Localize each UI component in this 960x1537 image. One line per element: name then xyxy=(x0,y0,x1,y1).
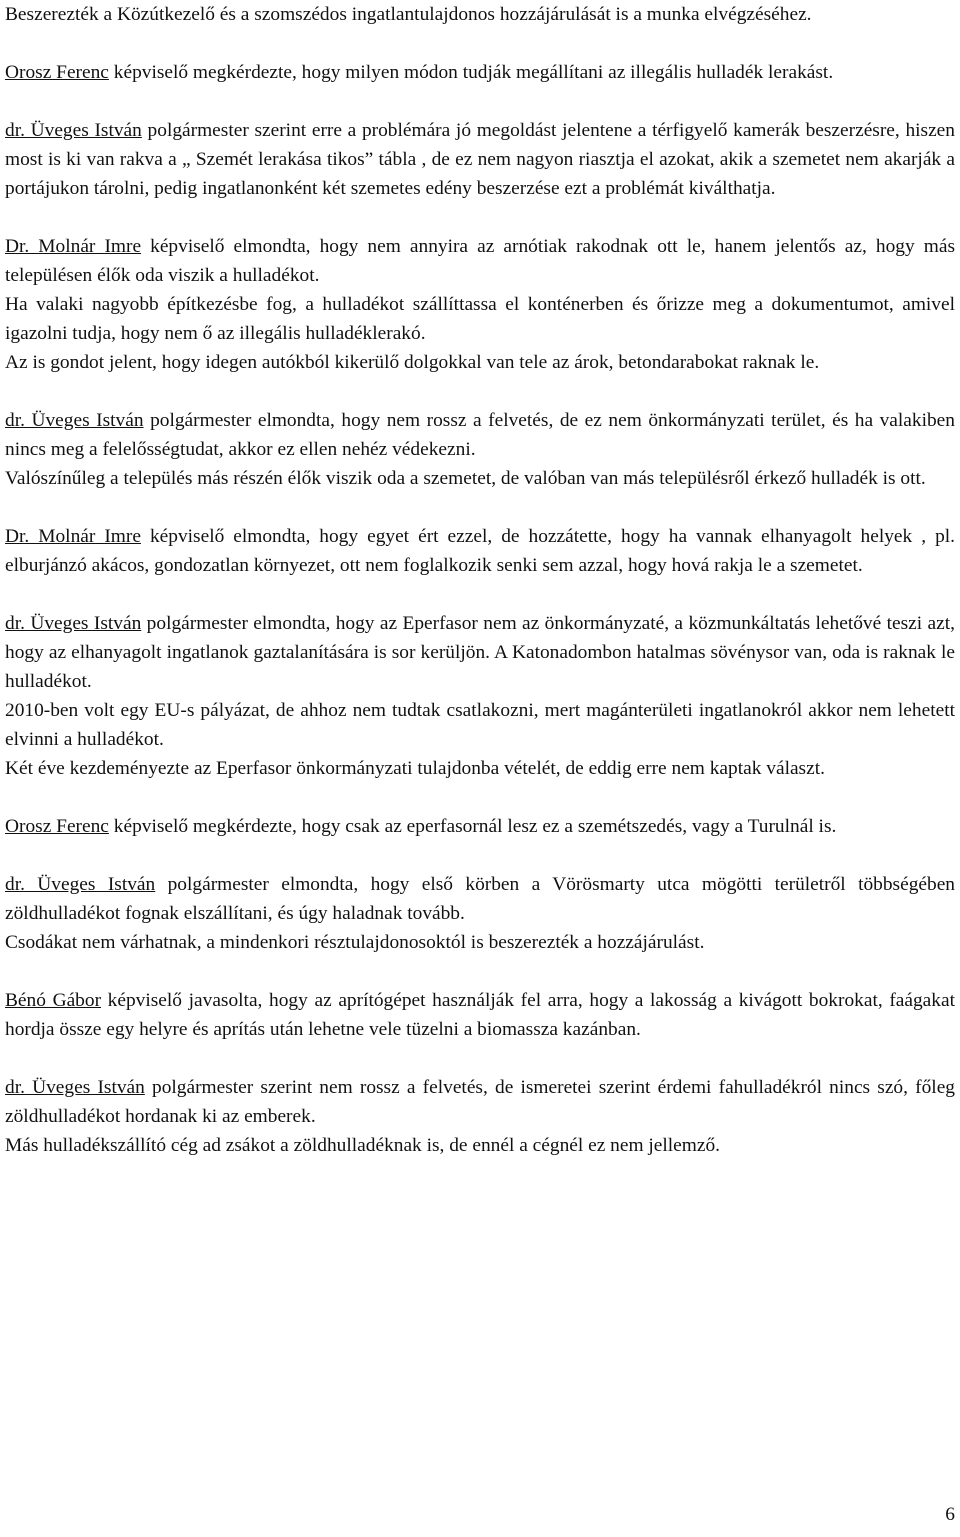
paragraph-text: Más hulladékszállító cég ad zsákot a zöldhulladéknak is, de ennél a cégnél ez nem jellemző. xyxy=(5,1135,721,1156)
paragraph xyxy=(5,1073,955,1131)
paragraph xyxy=(5,812,955,841)
speaker-name: Bénó Gábor xyxy=(5,990,102,1011)
paragraph-text: polgármester szerint nem rossz a felvetés, de ismeretei szerint érdemi fahulladékról nincs szó, főleg zöldhulladékot hordanak ki az emberek. xyxy=(5,1077,955,1127)
paragraph xyxy=(5,406,955,464)
paragraph-text: képviselő javasolta, hogy az aprítógépet használják fel arra, hogy a lakosság a kivágott bokrokat, faágakat hordja össze egy helyre és aprítás után lehetne vele tüzelni a biomassza kazánban. xyxy=(5,990,955,1040)
speaker-name: dr. Üveges István xyxy=(5,120,142,141)
speaker-name: dr. Üveges István xyxy=(5,874,156,895)
paragraph xyxy=(5,116,955,203)
speaker-name: Orosz Ferenc xyxy=(5,816,109,837)
paragraph xyxy=(5,232,955,290)
paragraph xyxy=(5,522,955,580)
paragraph-text: Két éve kezdeményezte az Eperfasor önkormányzati tulajdonba vételét, de eddig erre nem kaptak választ. xyxy=(5,758,825,779)
speaker-name: dr. Üveges István xyxy=(5,410,144,431)
speaker-name: Dr. Molnár Imre xyxy=(5,526,141,547)
paragraph-text: 2010-ben volt egy EU-s pályázat, de ahhoz nem tudtak csatlakozni, mert magánterületi ingatlanokról akkor nem lehetett elvinni a hulladékot. xyxy=(5,700,955,750)
paragraph-text: Beszerezték a Közútkezelő és a szomszédos ingatlantulajdonos hozzájárulását is a munka elvégzéséhez. xyxy=(5,4,812,25)
paragraph-text: polgármester szerint erre a problémára jó megoldást jelentene a térfigyelő kamerák beszerzésre, hiszen most is ki van rakva a „ Szemét lerakása tikos” tábla , de ez nem nagyon riasztja el azokat, akik a szemetet nem akarják a portájukon tárolni, pedig ingatlanonként két szemetes edény beszerzése ezt a problémát kiválthatja. xyxy=(5,120,955,199)
paragraph xyxy=(5,870,955,928)
paragraph xyxy=(5,754,955,783)
paragraph xyxy=(5,290,955,348)
page-number: 6 xyxy=(945,1504,955,1525)
paragraph-text: Az is gondot jelent, hogy idegen autókból kikerülő dolgokkal van tele az árok, betondarabokat raknak le. xyxy=(5,352,820,373)
speaker-name: dr. Üveges István xyxy=(5,613,142,634)
paragraph xyxy=(5,58,955,87)
paragraph xyxy=(5,0,955,29)
paragraph-text: képviselő elmondta, hogy nem annyira az arnótiak rakodnak ott le, hanem jelentős az, hogy más településen élők oda viszik a hulladékot. xyxy=(5,236,955,286)
paragraph-text: képviselő elmondta, hogy egyet ért ezzel, de hozzátette, hogy ha vannak elhanyagolt helyek , pl. elburjánzó akácos, gondozatlan környezet, ott nem foglalkozik senki sem azzal, hogy hová rakja le a szemetet. xyxy=(5,526,956,576)
paragraph-text: képviselő megkérdezte, hogy csak az eperfasornál lesz ez a szemétszedés, vagy a Turulnál is. xyxy=(108,816,837,837)
paragraph-text: Ha valaki nagyobb építkezésbe fog, a hulladékot szállíttassa el konténerben és őrizze meg a dokumentumot, amivel igazolni tudja, hogy nem ő az illegális hulladéklerakó. xyxy=(5,294,955,344)
paragraph-text: polgármester elmondta, hogy első körben a Vörösmarty utca mögötti területről többségében zöldhulladékot fognak elszállítani, és úgy haladnak tovább. xyxy=(5,874,955,924)
speaker-name: Dr. Molnár Imre xyxy=(5,236,142,257)
paragraph xyxy=(5,696,955,754)
paragraph xyxy=(5,609,955,696)
paragraph-text: Valószínűleg a település más részén élők viszik oda a szemetet, de valóban van más településről érkező hulladék is ott. xyxy=(5,468,926,489)
document-page xyxy=(5,0,955,1160)
paragraph xyxy=(5,464,955,493)
speaker-name: dr. Üveges István xyxy=(5,1077,145,1098)
speaker-name: Orosz Ferenc xyxy=(5,62,109,83)
paragraph-text: képviselő megkérdezte, hogy milyen módon tudják megállítani az illegális hulladék lerakást. xyxy=(108,62,834,83)
paragraph xyxy=(5,1131,955,1160)
paragraph xyxy=(5,986,955,1044)
paragraph xyxy=(5,928,955,957)
paragraph xyxy=(5,348,955,377)
paragraph-text: Csodákat nem várhatnak, a mindenkori résztulajdonosoktól is beszerezték a hozzájárulást. xyxy=(5,932,705,953)
paragraph-text: polgármester elmondta, hogy az Eperfasor nem az önkormányzaté, a közmunkáltatás lehetővé teszi azt, hogy az elhanyagolt ingatlanok gaztalanítására is sor kerüljön. A Katonadombon hatalmas sövénysor van, oda is raknak le hulladékot. xyxy=(5,613,955,692)
paragraph-text: polgármester elmondta, hogy nem rossz a felvetés, de ez nem önkormányzati terület, és ha valakiben nincs meg a felelősségtudat, akkor ez ellen nehéz védekezni. xyxy=(5,410,955,460)
